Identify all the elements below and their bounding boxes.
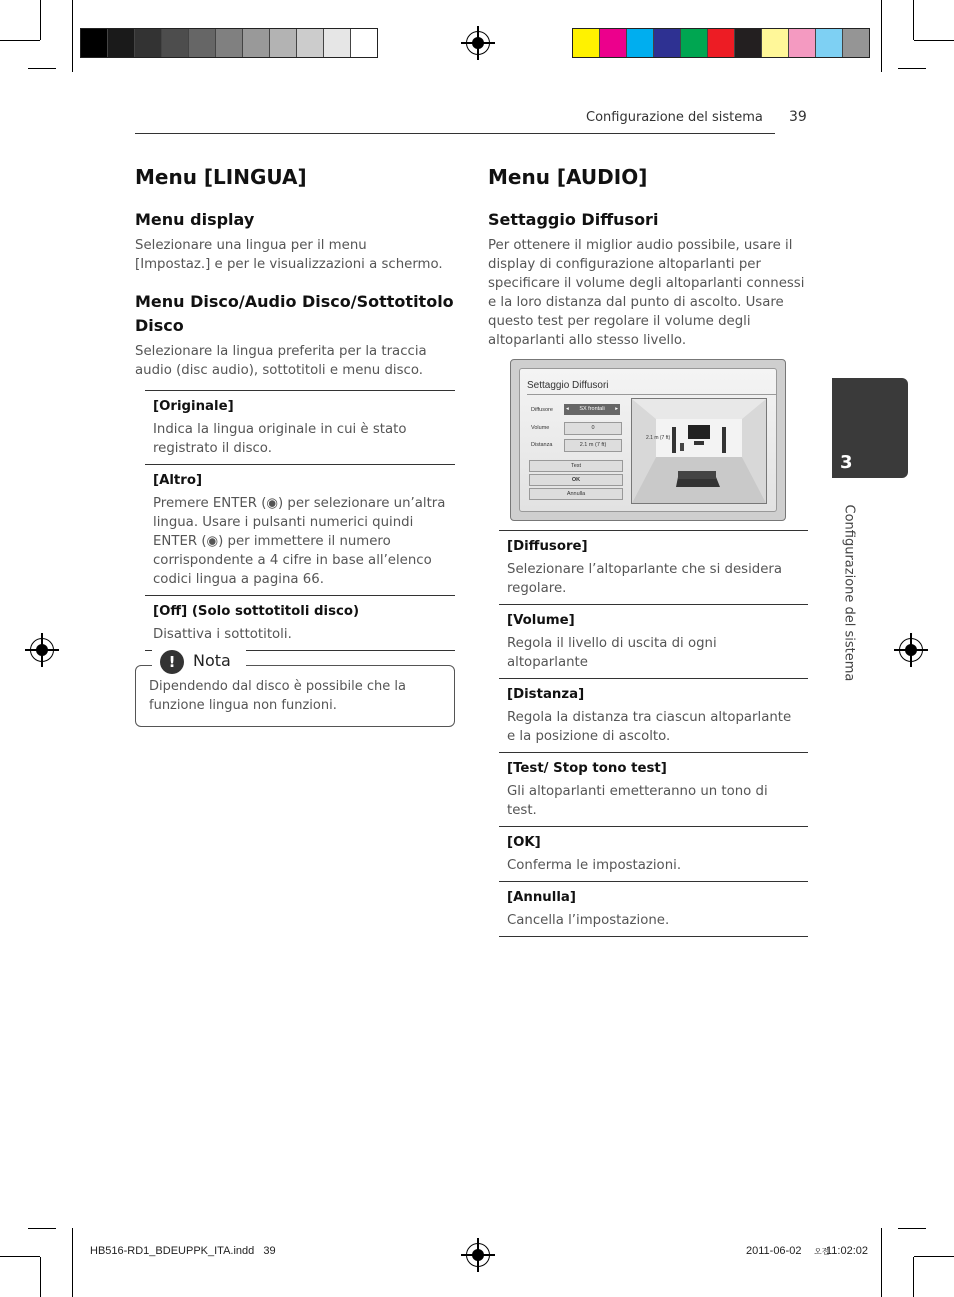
settaggio-text: Per ottenere il miglior audio possibile, usare il display di configurazione altoparlanti per specificare il volume degli altoparlanti connessi e la loro distanza dal punto di ascolto. Usare questo test per regolare il volume degli altoparlanti allo stesso livello.: [488, 238, 805, 348]
crop-mark: [40, 0, 41, 40]
tv-icon: [688, 425, 710, 439]
speaker-icon: [672, 427, 676, 453]
crop-mark: [0, 1256, 40, 1257]
table-row: [145, 465, 455, 596]
option-desc: Indica la lingua originale in cui è stato registrato il disco.: [153, 422, 407, 456]
table-row: [499, 827, 808, 882]
speaker-setup-screenshot: [510, 359, 786, 521]
test-button[interactable]: Test: [529, 460, 623, 472]
table-row: [499, 679, 808, 753]
note-title: Nota: [193, 651, 231, 670]
volume-field[interactable]: 0: [564, 422, 622, 435]
right-arrow-icon[interactable]: ▸: [615, 406, 618, 412]
option-term: [Distanza]: [507, 687, 585, 702]
crop-mark: [898, 1228, 926, 1229]
field-label: Distanza: [531, 442, 553, 448]
field-label: Volume: [531, 425, 550, 431]
option-desc: Regola il livello di uscita di ogni altoparlante: [507, 636, 717, 670]
table-row: [145, 596, 455, 651]
room-drawing: [632, 399, 766, 503]
option-term: [Diffusore]: [507, 539, 588, 554]
room-illustration: [631, 398, 767, 504]
menu-disco-text: Selezionare la lingua preferita per la traccia audio (disc audio), sottotitoli e menu disco.: [135, 344, 427, 378]
table-row: [499, 605, 808, 679]
field-label: Diffusore: [531, 407, 553, 413]
crop-mark: [28, 1228, 56, 1229]
option-desc: Selezionare l’altoparlante che si desidera regolare.: [507, 562, 782, 596]
cancel-button[interactable]: Annulla: [529, 488, 623, 500]
registration-mark: [466, 1243, 490, 1267]
chapter-vertical-label: Configurazione del sistema: [841, 504, 857, 682]
exclamation-icon: !: [160, 650, 184, 674]
registration-mark: [899, 638, 923, 662]
settaggio-heading: Settaggio Diffusori: [488, 210, 659, 229]
footer-time: 11:02:02: [826, 1245, 869, 1257]
crop-mark: [28, 68, 56, 69]
footer-file: HB516-RD1_BDEUPPK_ITA.indd 39: [90, 1245, 276, 1257]
crop-mark: [881, 1228, 882, 1297]
footer-time-prefix: 오전: [814, 1247, 830, 1256]
option-term: [Annulla]: [507, 890, 576, 905]
crop-mark: [914, 1256, 954, 1257]
grayscale-calibration-bar: [80, 28, 378, 58]
room-distance-label: 2.1 m (7 ft): [646, 435, 671, 441]
dialog-rule: [527, 394, 777, 395]
menu-display-text: Selezionare una lingua per il menu [Impostaz.] e per le visualizzazioni a schermo.: [135, 238, 443, 272]
option-desc: Cancella l’impostazione.: [507, 913, 670, 928]
crop-mark: [881, 0, 882, 72]
audio-options-table: [499, 530, 808, 937]
crop-mark: [898, 68, 926, 69]
option-desc: Conferma le impostazioni.: [507, 858, 682, 873]
color-calibration-bar: [572, 28, 870, 58]
dialog-title: Settaggio Diffusori: [527, 380, 609, 391]
option-term: [Test/ Stop tono test]: [507, 761, 667, 776]
lingua-title: Menu [LINGUA]: [135, 165, 307, 189]
crop-mark: [72, 0, 73, 72]
option-term: [Altro]: [153, 473, 203, 488]
crop-mark: [0, 40, 40, 41]
table-row: [499, 753, 808, 827]
crop-mark: [72, 1228, 73, 1297]
registration-mark: [466, 31, 490, 55]
option-desc: Gli altoparlanti emetteranno un tono di test.: [507, 784, 768, 818]
ok-button[interactable]: OK: [529, 474, 623, 486]
left-arrow-icon[interactable]: ◂: [566, 406, 569, 412]
table-row: [499, 531, 808, 605]
option-term: [Volume]: [507, 613, 575, 628]
option-term: [Off] (Solo sottotitoli disco): [153, 604, 360, 619]
table-row: [145, 391, 455, 465]
menu-display-heading: Menu display: [135, 210, 255, 229]
speaker-icon: [722, 427, 726, 453]
option-term: [Originale]: [153, 399, 234, 414]
page-number: 39: [789, 109, 807, 125]
table-row: [499, 882, 808, 937]
option-desc: Regola la distanza tra ciascun altoparlante e la posizione di ascolto.: [507, 710, 792, 744]
chapter-number: 3: [840, 452, 853, 473]
registration-mark: [30, 638, 54, 662]
header-rule: [135, 133, 775, 134]
lingua-options-table: [145, 390, 455, 651]
crop-mark: [913, 1257, 914, 1297]
crop-mark: [40, 1257, 41, 1297]
option-term: [OK]: [507, 835, 541, 850]
footer-date: 2011-06-02: [746, 1245, 802, 1257]
option-desc: Disattiva i sottotitoli.: [153, 627, 292, 642]
crop-mark: [913, 0, 914, 40]
menu-disco-heading: Menu Disco/Audio Disco/Sottotitolo Disco: [135, 292, 454, 335]
note-text: Dipendendo dal disco è possibile che la funzione lingua non funzioni.: [149, 679, 406, 713]
crop-mark: [914, 40, 954, 41]
option-desc: Premere ENTER (◉) per selezionare un’altra lingua. Usare i pulsanti numerici quindi ENTER (◉) per immettere il numero corrispondente a 4 cifre in base all’elenco codici lingua a pagina 66.: [153, 496, 446, 587]
audio-title: Menu [AUDIO]: [488, 165, 648, 189]
running-header-section: Configurazione del sistema: [586, 110, 763, 125]
distance-field[interactable]: 2.1 m (7 ft): [564, 439, 622, 452]
speaker-select[interactable]: ◂ SX frontali ▸: [564, 404, 620, 415]
